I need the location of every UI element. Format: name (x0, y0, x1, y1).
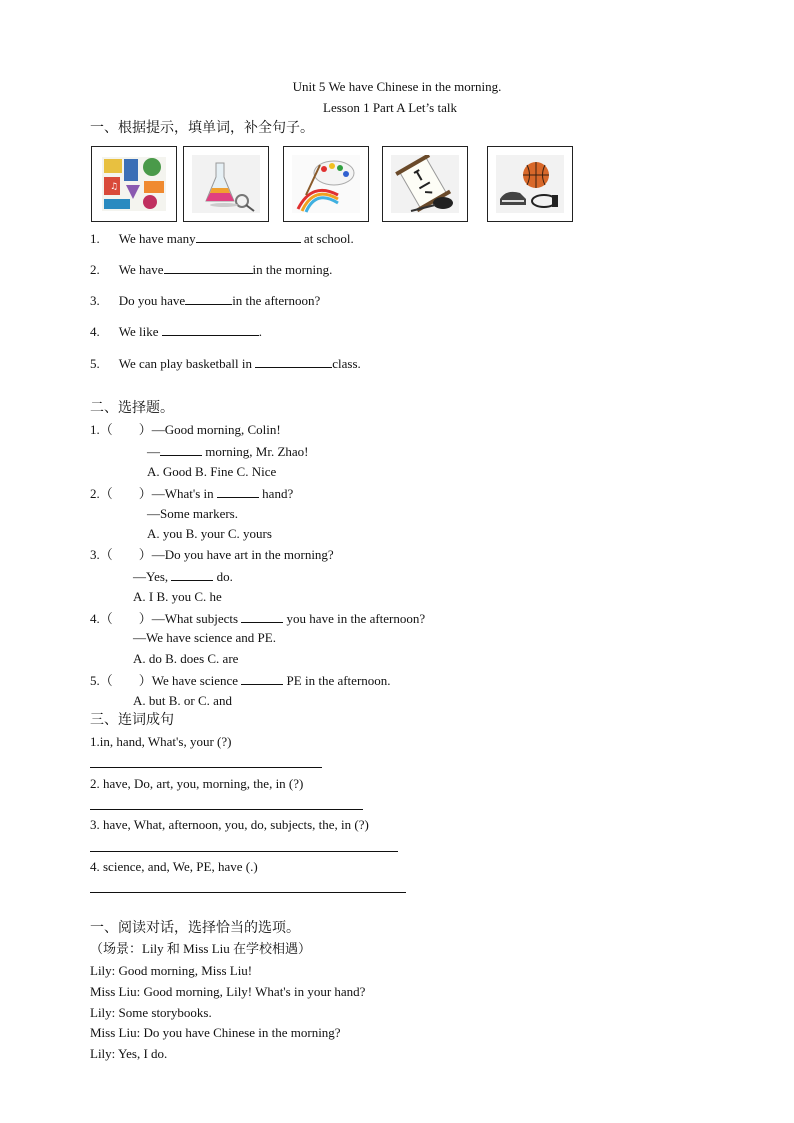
choice-q4-reply: —We have science and PE. (133, 630, 276, 645)
choice-q3-stem: 3.（ ）—Do you have art in the morning? (90, 547, 334, 562)
choice-q5-blank[interactable] (241, 672, 283, 685)
dialogue-line-4: Miss Liu: Do you have Chinese in the morning? (90, 1025, 341, 1040)
answer-line-2[interactable] (90, 809, 363, 810)
choice-q2-options: A. you B. your C. yours (147, 526, 272, 541)
choice-q5-stem: 5.（ ）We have science PE in the afternoon. (90, 673, 391, 688)
fill-item-1: 1. We have many at school. (90, 231, 354, 246)
dialogue-scene: （场景：Lily 和 Miss Liu 在学校相遇） (90, 941, 312, 956)
choice-q4-options: A. do B. does C. are (133, 651, 239, 666)
fill-blank-4[interactable] (162, 323, 259, 336)
reorder-item-2: 2. have, Do, art, you, morning, the, in (?) (90, 776, 304, 791)
fill-item-4: 4. We like . (90, 324, 262, 339)
choice-q4-stem: 4.（ ）—What subjects you have in the afternoon? (90, 611, 426, 626)
chinese-calligraphy-scroll-icon (382, 146, 468, 222)
section-heading-3: 三、连词成句 (90, 713, 174, 728)
fill-blank-2[interactable] (164, 261, 253, 274)
svg-text:♫: ♫ (110, 182, 119, 192)
choice-q2-reply: —Some markers. (147, 506, 238, 521)
section-heading-4: 一、阅读对话，选择恰当的选项。 (90, 921, 300, 936)
school-subjects-collage-icon (91, 146, 177, 222)
choice-q3-options: A. I B. you C. he (133, 589, 222, 604)
fill-item-2: 2. We have in the morning. (90, 262, 333, 277)
fill-blank-1[interactable] (196, 230, 301, 243)
pe-sports-equipment-icon (487, 146, 573, 222)
choice-q1-blank[interactable] (160, 443, 202, 456)
choice-q2-blank[interactable] (217, 485, 259, 498)
fill-blank-3[interactable] (185, 292, 232, 305)
dialogue-line-5: Lily: Yes, I do. (90, 1046, 168, 1061)
choice-q1-reply: — morning, Mr. Zhao! (147, 444, 309, 459)
answer-line-4[interactable] (90, 892, 406, 893)
choice-q1-options: A. Good B. Fine C. Nice (147, 464, 277, 479)
reorder-item-1: 1.in, hand, What's, your (?) (90, 734, 232, 749)
dialogue-line-2: Miss Liu: Good morning, Lily! What's in your hand? (90, 984, 366, 999)
page-subtitle: Lesson 1 Part A Let’s talk (323, 100, 457, 115)
fill-blank-5[interactable] (255, 355, 332, 368)
science-flask-icon (183, 146, 269, 222)
fill-item-5: 5. We can play basketball in class. (90, 356, 361, 371)
fill-item-3: 3. Do you have in the afternoon? (90, 293, 321, 308)
reorder-item-3: 3. have, What, afternoon, you, do, subjects, the, in (?) (90, 817, 369, 832)
choice-q5-options: A. but B. or C. and (133, 693, 232, 708)
choice-q2-stem: 2.（ ）—What's in hand? (90, 486, 294, 501)
choice-q4-blank[interactable] (241, 610, 283, 623)
page-title: Unit 5 We have Chinese in the morning. (292, 79, 502, 94)
choice-q1-stem: 1.（ ）—Good morning, Colin! (90, 422, 281, 437)
answer-line-1[interactable] (90, 767, 322, 768)
art-paint-palette-icon (283, 146, 369, 222)
dialogue-line-3: Lily: Some storybooks. (90, 1005, 212, 1020)
choice-q3-reply: —Yes, do. (133, 569, 233, 584)
section-heading-1: 一、根据提示，填单词，补全句子。 (90, 121, 314, 136)
choice-q3-blank[interactable] (171, 568, 213, 581)
section-heading-2: 二、选择题。 (90, 401, 174, 416)
dialogue-line-1: Lily: Good morning, Miss Liu! (90, 963, 253, 978)
reorder-item-4: 4. science, and, We, PE, have (.) (90, 859, 258, 874)
answer-line-3[interactable] (90, 851, 398, 852)
